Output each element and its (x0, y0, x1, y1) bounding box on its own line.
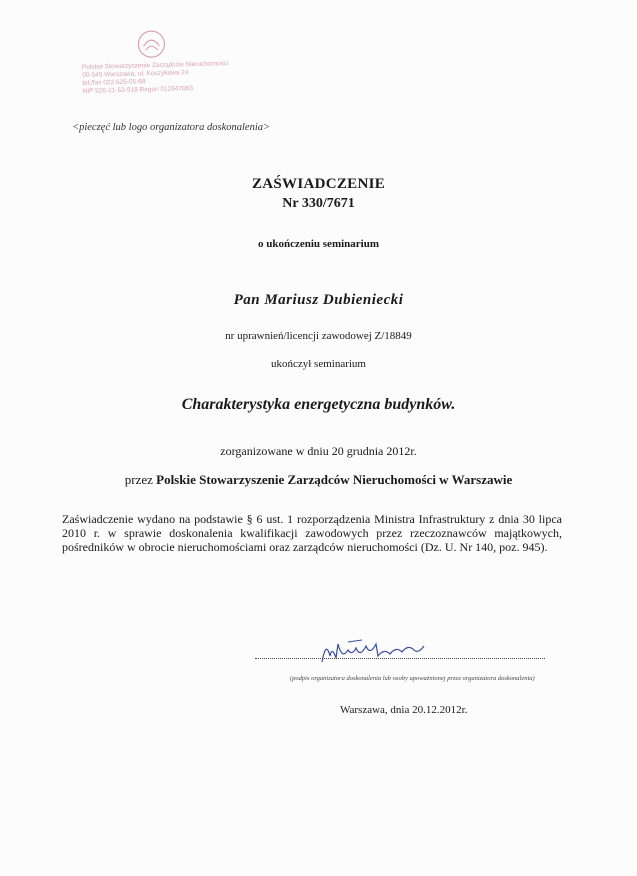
stamp-line: tel./fax 022 625-05-68 (82, 78, 146, 87)
certificate-number: Nr 330/7671 (282, 196, 355, 211)
handwritten-signature (318, 636, 428, 671)
signature-line (255, 658, 545, 659)
recipient-name: Pan Mariusz Dubieniecki (233, 292, 404, 308)
stamp-line: Polskie Stowarzyszenie Zarządców Nieruchomości (81, 60, 229, 71)
seminar-title: Charakterystyka energetyczna budynków. (181, 396, 456, 413)
completed-label: ukończył seminarium (270, 358, 366, 370)
stamp-caption: <pieczęć lub logo organizatora doskonalenia> (72, 122, 271, 133)
stamp-line: 00-545 Warszawa, ul. Koszykowa 24 (82, 69, 189, 79)
license-number: nr uprawnień/licencji zawodowej Z/18849 (225, 330, 412, 342)
stamp-text (82, 60, 233, 96)
organizer-prefix: przez (124, 472, 153, 487)
organizer-line (0, 472, 637, 488)
certificate-subtitle: o ukończeniu seminarium (257, 238, 379, 250)
signature-caption: (podpis organizatora doskonalenia lub osoby upoważnionej przez organizatora doskonalenia) (290, 675, 535, 682)
seminar-date: zorganizowane w dniu 20 grudnia 2012r. (220, 444, 417, 458)
organizer-name: Polskie Stowarzyszenie Zarządców Nieruchomości w Warszawie (156, 472, 513, 487)
stamp-logo-icon (131, 28, 172, 63)
legal-basis-text: Zaświadczenie wydano na podstawie § 6 ust. 1 rozporządzenia Ministra Infrastruktury z dnia 30 lipca 2010 r. w sprawie doskonalenia kwalifikacji zawodowych przez rzeczoznawców majątkowych, pośredników w obrocie nieruchomościami oraz zarządców nieruchomości (Dz. U. Nr 140, poz. 945). (62, 512, 562, 554)
organizer-stamp (81, 26, 233, 108)
place-and-date: Warszawa, dnia 20.12.2012r. (340, 704, 468, 716)
stamp-line: NIP 526-21-53-918 Regon 012647063 (82, 85, 194, 95)
certificate-title: ZAŚWIADCZENIE (251, 176, 386, 192)
